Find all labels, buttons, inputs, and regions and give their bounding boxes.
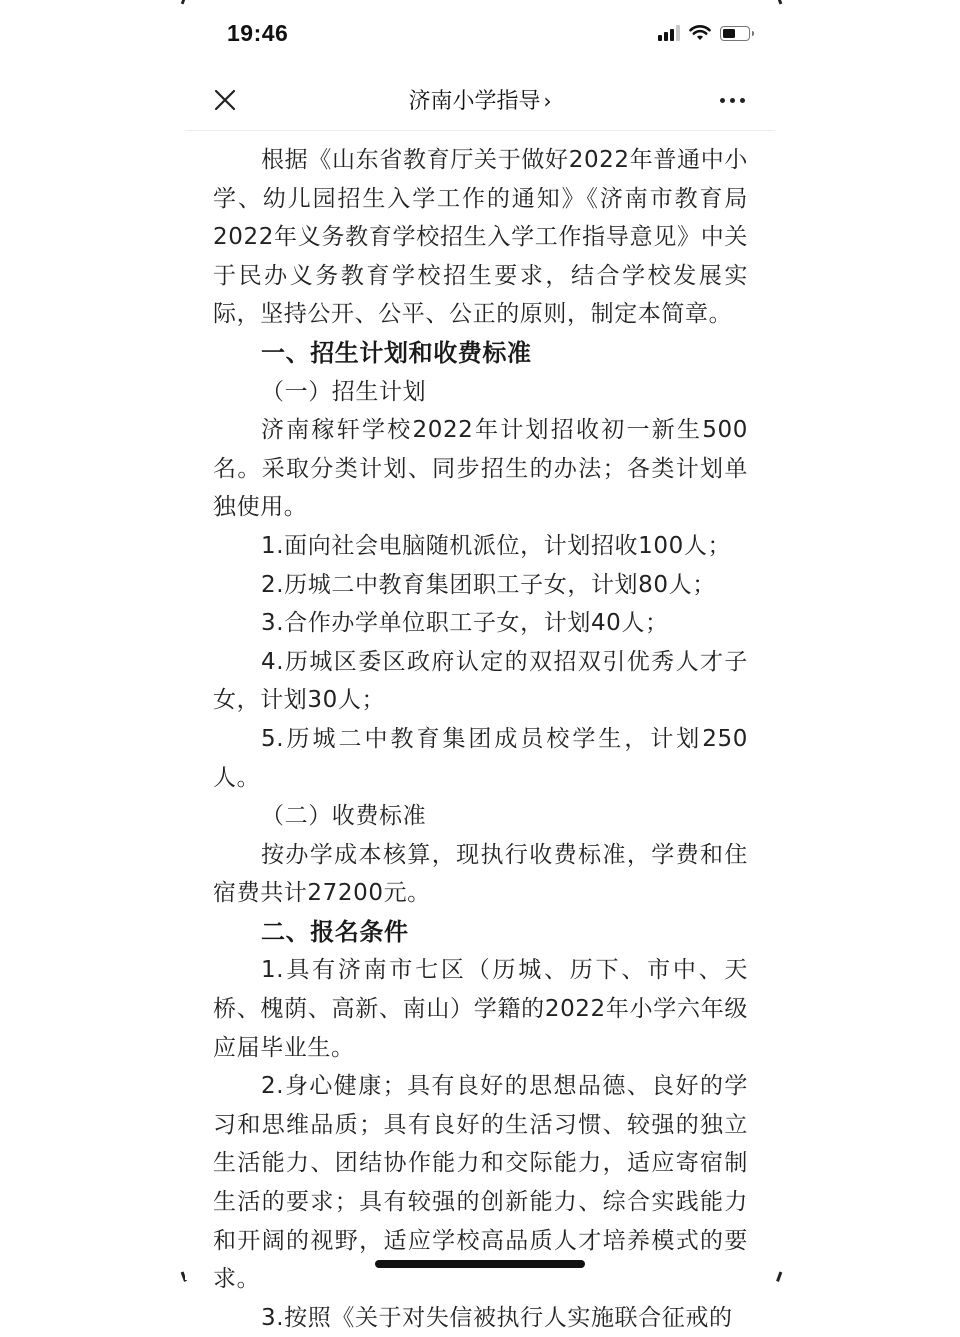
paragraph: 济南稼轩学校2022年计划招收初一新生500名。采取分类计划、同步招生的办法；各类计划单独使用。 — [213, 417, 748, 521]
intro-paragraph: 根据《山东省教育厅关于做好2022年普通中小学、幼儿园招生入学工作的通知》《济南市教育局2022年义务教育学校招生入学工作指导意见》中关于民办义务教育学校招生要求，结合学校发展实际，坚持公开、公平、公正的原则，制定本简章。 — [213, 147, 748, 328]
section-heading: 二、报名条件 — [261, 917, 409, 946]
section-heading: 一、招生计划和收费标准 — [261, 338, 532, 367]
list-item: 2.身心健康；具有良好的思想品德、良好的学习和思维品质；具有良好的生活习惯、较强的独立生活能力、团结协作能力和交际能力，适应寄宿制生活的要求；具有较强的创新能力、综合实践能力和开阔的视野，适应学校高品质人才培养模式的要求。 — [213, 1073, 748, 1293]
status-time: 19:46 — [227, 20, 289, 46]
list-item-partial: 3.按照《关于对失信被执行人实施联合征戒的 — [261, 1304, 733, 1331]
account-title-link[interactable] — [185, 84, 775, 115]
list-item: 4.历城区委区政府认定的双招双引优秀人才子女，计划30人； — [213, 648, 748, 714]
home-indicator[interactable] — [375, 1260, 585, 1268]
paragraph: 按办学成本核算，现执行收费标准，学费和住宿费共计27200元。 — [213, 841, 748, 907]
list-item: 3.合作办学单位职工子女，计划40人； — [261, 610, 669, 637]
chevron-right-icon: › — [543, 89, 552, 113]
phone-screen — [185, 0, 775, 1331]
more-options-button[interactable] — [717, 90, 747, 110]
battery-icon — [720, 26, 750, 41]
article-body — [213, 141, 748, 1337]
wifi-icon — [689, 25, 711, 41]
more-dots-icon — [720, 98, 725, 103]
list-item: 5.历城二中教育集团成员校学生，计划250人。 — [213, 725, 748, 791]
status-bar — [185, 0, 775, 70]
subsection-heading: （二）收费标准 — [261, 803, 427, 830]
list-item: 1.具有济南市七区（历城、历下、市中、天桥、槐荫、高新、南山）学籍的2022年小学六年级应届毕业生。 — [213, 957, 748, 1061]
list-item: 2.历城二中教育集团职工子女，计划80人； — [261, 571, 716, 598]
status-icons — [658, 25, 750, 41]
more-dots-icon — [730, 98, 735, 103]
nav-bar — [185, 70, 775, 131]
subsection-heading: （一）招生计划 — [261, 378, 427, 405]
page-title: 济南小学指导 — [408, 89, 541, 114]
more-dots-icon — [740, 98, 745, 103]
cellular-signal-icon — [658, 25, 680, 41]
list-item: 1.面向社会电脑随机派位，计划招收100人； — [261, 532, 732, 559]
